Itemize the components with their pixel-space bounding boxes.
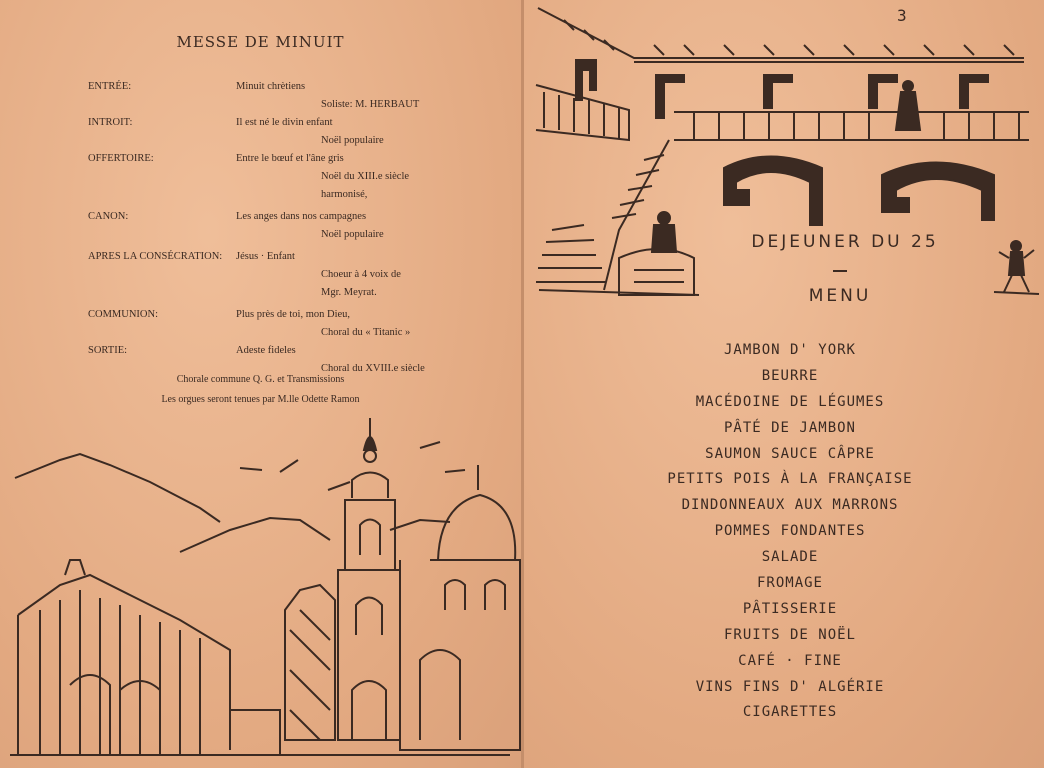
program-row: [88, 132, 448, 150]
title-dash: [833, 270, 847, 272]
program-label: SORTIE:: [88, 345, 128, 356]
program-row: [88, 266, 448, 284]
program-title: Il est né le divin enfant: [236, 117, 333, 128]
program-detail: Noël du XIII.e siècle: [321, 171, 410, 182]
menu-item: FRUITS DE NOËL: [723, 626, 856, 643]
program-row: [88, 208, 448, 226]
mass-credits: [0, 370, 521, 410]
program-row: [88, 96, 448, 114]
program-detail: Noël populaire: [321, 135, 384, 146]
menu-item: CIGARETTES: [742, 704, 838, 721]
program-title: Les anges dans nos campagnes: [236, 211, 367, 222]
program-label: INTROIT:: [88, 117, 133, 128]
program-row: [88, 114, 448, 132]
program-detail: Noël populaire: [321, 229, 384, 240]
program-label: OFFERTOIRE:: [88, 153, 154, 164]
program-row: [88, 78, 448, 96]
program-detail: Mgr. Meyrat.: [321, 287, 377, 298]
program-row: [88, 186, 448, 204]
credit-line: Chorale commune Q. G. et Transmissions: [176, 374, 345, 385]
lunch-title: DEJEUNER DU 25: [751, 232, 939, 252]
menu-item: JAMBON D' YORK: [723, 342, 856, 358]
courtyard-illustration: [524, 0, 1044, 310]
page-number: 3: [897, 6, 907, 25]
program-label: CANON:: [88, 211, 129, 222]
program-title: Adeste fideles: [236, 345, 296, 356]
program-title: Plus près de toi, mon Dieu,: [236, 309, 351, 320]
menu-item: SAUMON SAUCE CÂPRE: [705, 445, 875, 462]
menu-list: [620, 338, 960, 726]
program-row: [88, 324, 448, 342]
program-row: [88, 248, 448, 266]
town-illustration: [0, 410, 521, 768]
program-detail: Choral du XVIII.e siècle: [321, 363, 425, 374]
menu-title: MENU: [808, 286, 872, 306]
menu-item: SALADE: [761, 549, 819, 566]
program-title: Jésus · Enfant: [236, 251, 295, 262]
program-title: Entre le bœuf et l'âne gris: [236, 153, 344, 164]
menu-item: POMMES FONDANTES: [714, 523, 866, 540]
program-row: [88, 306, 448, 324]
menu-item: PETITS POIS À LA FRANÇAISE: [667, 471, 913, 488]
program-detail: harmonisé,: [321, 189, 368, 200]
program-label: APRES LA CONSÉCRATION:: [88, 251, 223, 262]
menu-item: MACÉDOINE DE LÉGUMES: [695, 393, 885, 410]
program-label: COMMUNION:: [88, 309, 159, 320]
mass-title: MESSE DE MINUIT: [176, 33, 345, 51]
menu-item: CAFÉ · FINE: [738, 652, 842, 669]
program-row: [88, 284, 448, 302]
program-row: [88, 150, 448, 168]
program-label: ENTRÉE:: [88, 81, 132, 92]
program-row: [88, 168, 448, 186]
menu-item: BEURRE: [761, 367, 819, 384]
menu-item: PÂTISSERIE: [742, 600, 838, 617]
program-row: [88, 342, 448, 360]
menu-item: PÂTÉ DE JAMBON: [723, 419, 856, 436]
menu-item: DINDONNEAUX AUX MARRONS: [681, 497, 899, 514]
mass-program: [88, 78, 448, 378]
program-detail: Soliste: M. HERBAUT: [321, 99, 420, 110]
program-row: [88, 226, 448, 244]
program-detail: Choral du « Titanic »: [321, 327, 411, 338]
program-detail: Choeur à 4 voix de: [321, 269, 401, 280]
credit-line: Les orgues seront tenues par M.lle Odette Ramon: [161, 394, 360, 405]
menu-item: FROMAGE: [756, 575, 823, 592]
menu-item: VINS FINS D' ALGÉRIE: [695, 678, 885, 695]
program-title: Minuit chrètiens: [236, 81, 306, 92]
